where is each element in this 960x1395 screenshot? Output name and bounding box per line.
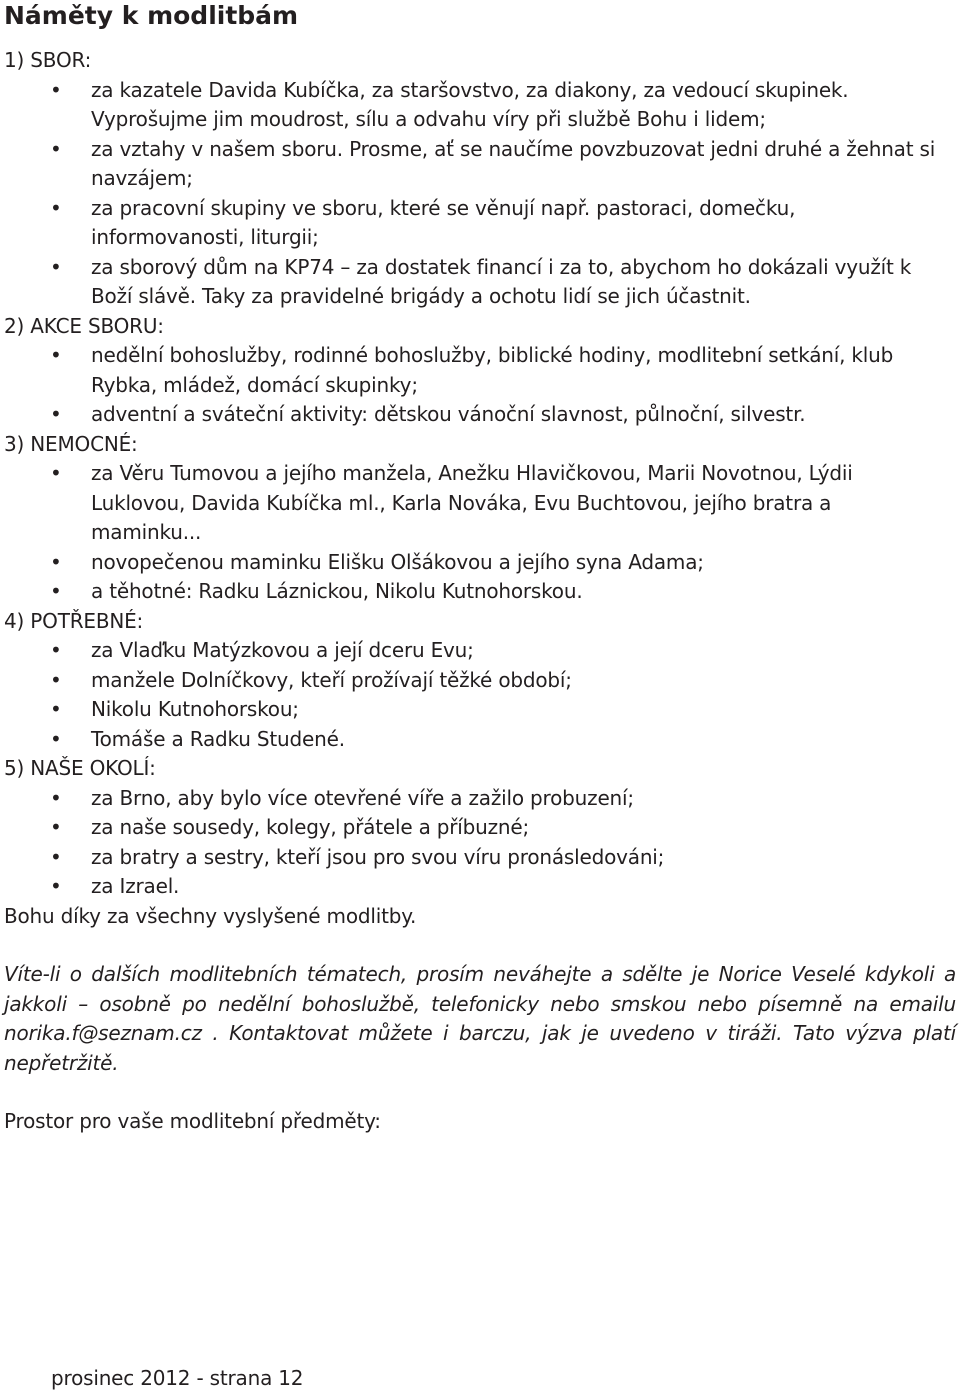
section-list bbox=[4, 784, 956, 902]
bullet-icon: • bbox=[50, 136, 62, 161]
list-item bbox=[4, 577, 956, 607]
bullet-icon: • bbox=[50, 579, 62, 603]
sections-container bbox=[4, 46, 956, 902]
list-item-text: za naše sousedy, kolegy, přátele a příbuzné; bbox=[91, 815, 530, 839]
bullet-icon: • bbox=[50, 638, 62, 662]
list-item bbox=[4, 135, 956, 194]
list-item-text: Tomáše a Radku Studené. bbox=[91, 726, 345, 751]
bullet-icon: • bbox=[50, 726, 62, 751]
list-item bbox=[4, 695, 956, 725]
list-item bbox=[4, 872, 956, 902]
list-item-text: manžele Dolníčkovy, kteří prožívají těžké období; bbox=[91, 667, 572, 692]
list-item bbox=[4, 725, 956, 755]
contact-note: Víte-li o dalších modlitebních tématech, prosím neváhejte a sdělte je Norice Veselé kdykoli a jakkoli – osobně po nedělní bohoslužbě, telefonicky nebo smskou nebo písemně na emailu norika.f@seznam.cz . Kontaktovat můžete i barczu, jak je uvedeno v tiráži. Tato výzva platí nepřetržitě. bbox=[4, 962, 956, 1075]
list-item-text: nedělní bohoslužby, rodinné bohoslužby, biblické hodiny, modlitební setkání, klub Rybka, mládež, domácí skupinky; bbox=[91, 343, 894, 397]
bullet-icon: • bbox=[50, 815, 62, 839]
bullet-icon: • bbox=[50, 77, 62, 102]
closing-line: Bohu díky za všechny vyslyšené modlitby. bbox=[4, 903, 417, 928]
bullet-icon: • bbox=[50, 195, 62, 220]
space-label: Prostor pro vaše modlitební předměty: bbox=[4, 1109, 381, 1133]
list-item bbox=[4, 636, 956, 666]
list-item bbox=[4, 253, 956, 312]
page-footer: prosinec 2012 - strana 12 bbox=[51, 1366, 304, 1390]
list-item-text: za Izrael. bbox=[91, 874, 180, 898]
list-item bbox=[4, 76, 956, 135]
list-item-text: Nikolu Kutnohorskou; bbox=[91, 697, 299, 721]
list-item-text: za bratry a sestry, kteří jsou pro svou víru pronásledováni; bbox=[91, 844, 665, 869]
bullet-icon: • bbox=[50, 785, 62, 810]
bullet-icon: • bbox=[50, 461, 62, 485]
list-item bbox=[4, 194, 956, 253]
prayer-topics-body bbox=[4, 46, 956, 1137]
bullet-icon: • bbox=[50, 343, 62, 367]
list-item-text: za Věru Tumovou a jejího manžela, Anežku Hlavičkovou, Marii Novotnou, Lýdii Luklovou, Davida Kubíčka ml., Karla Nováka, Evu Buchtovou, jejího bratra a maminku... bbox=[91, 461, 853, 544]
list-item-text: za sborový dům na KP74 – za dostatek financí i za to, abychom ho dokázali využít k Boží slávě. Taky za pravidelné brigády a ochotu lidí se jich účastnit. bbox=[91, 254, 912, 308]
list-item-text: za vztahy v našem sboru. Prosme, ať se naučíme povzbuzovat jedni druhé a žehnat si navzájem; bbox=[91, 136, 936, 190]
section-list bbox=[4, 636, 956, 754]
list-item-text: za Brno, aby bylo více otevřené víře a zažilo probuzení; bbox=[91, 785, 634, 810]
list-item bbox=[4, 400, 956, 430]
list-item bbox=[4, 843, 956, 873]
list-item-text: za kazatele Davida Kubíčka, za staršovstvo, za diakony, za vedoucí skupinek. Vyprošujme jim moudrost, sílu a odvahu víry při službě Bohu i lidem; bbox=[91, 77, 849, 131]
list-item-text: za Vlaďku Matýzkovou a její dceru Evu; bbox=[91, 638, 474, 662]
list-item-text: novopečenou maminku Elišku Olšákovou a jejího syna Adama; bbox=[91, 549, 704, 574]
bullet-icon: • bbox=[50, 874, 62, 898]
bullet-icon: • bbox=[50, 667, 62, 692]
list-item bbox=[4, 548, 956, 578]
section-heading: 2) AKCE SBORU: bbox=[4, 313, 164, 338]
bullet-icon: • bbox=[50, 844, 62, 869]
bullet-icon: • bbox=[50, 402, 62, 426]
section-heading: 3) NEMOCNÉ: bbox=[4, 431, 138, 456]
list-item bbox=[4, 813, 956, 843]
bullet-icon: • bbox=[50, 254, 62, 279]
bullet-icon: • bbox=[50, 697, 62, 721]
section-list bbox=[4, 76, 956, 312]
list-item bbox=[4, 666, 956, 696]
section-list bbox=[4, 459, 956, 607]
bullet-icon: • bbox=[50, 549, 62, 574]
section-list bbox=[4, 341, 956, 430]
list-item-text: adventní a sváteční aktivity: dětskou vánoční slavnost, půlnoční, silvestr. bbox=[91, 402, 806, 426]
section-heading: 4) POTŘEBNÉ: bbox=[4, 608, 144, 633]
list-item-text: a těhotné: Radku Láznickou, Nikolu Kutnohorskou. bbox=[91, 579, 583, 603]
section-heading: 5) NAŠE OKOLÍ: bbox=[4, 756, 156, 780]
list-item bbox=[4, 459, 956, 548]
list-item bbox=[4, 784, 956, 814]
section-heading: 1) SBOR: bbox=[4, 48, 92, 72]
list-item bbox=[4, 341, 956, 400]
page-title: Náměty k modlitbám bbox=[4, 1, 299, 30]
list-item-text: za pracovní skupiny ve sboru, které se věnují např. pastoraci, domečku, informovanosti, liturgii; bbox=[91, 195, 796, 249]
